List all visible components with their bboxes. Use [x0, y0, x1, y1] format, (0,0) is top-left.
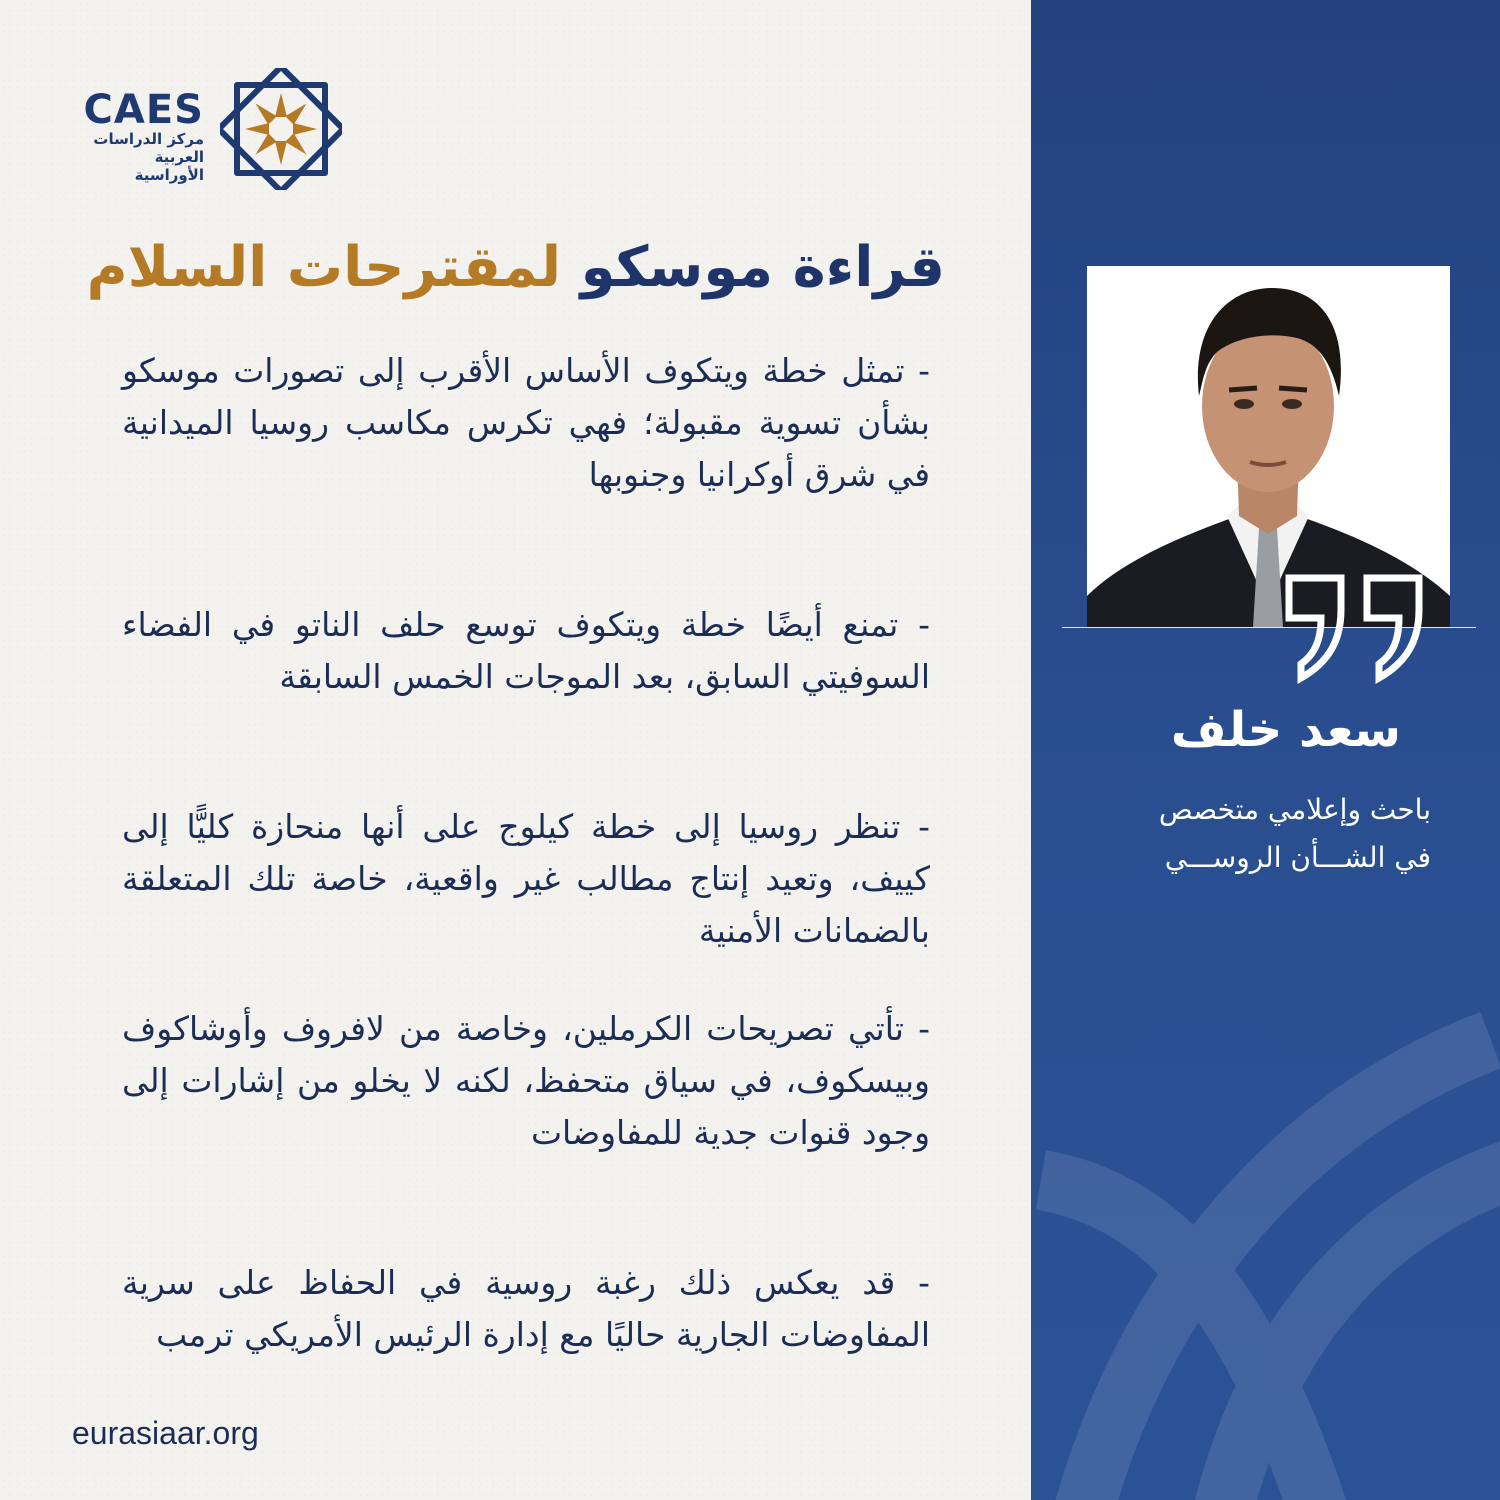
bullet-point: - قد يعكس ذلك رغبة روسية في الحفاظ على سرية المفاوضات الجارية حاليًا مع إدارة الرئيس الأمريكي ترمب: [122, 1263, 930, 1354]
logo-text: [82, 87, 204, 184]
logo-name-line2: العربية الأوراسية: [134, 148, 204, 184]
author-role: [1051, 786, 1431, 882]
bullet-point: - تنظر روسيا إلى خطة كيلوج على أنها منحازة كليًّا إلى كييف، وتعيد إنتاج مطالب غير واقعية، خاصة تلك المتعلقة بالضمانات الأمنية: [122, 807, 930, 950]
quote-marks-icon: [1281, 570, 1431, 685]
author-role-line1: باحث وإعلامي متخصص: [1158, 793, 1431, 826]
watermark-icon: [1031, 880, 1500, 1500]
bullet-point: - تمنع أيضًا خطة ويتكوف توسع حلف الناتو في الفضاء السوفيتي السابق، بعد الموجات الخمس السابقة: [122, 605, 930, 696]
caes-logo: [82, 68, 342, 190]
website-url: eurasiaar.org: [72, 1415, 259, 1451]
page-title: [60, 228, 945, 308]
title-part1: قراءة موسكو: [580, 235, 945, 300]
logo-acronym: CAES: [83, 87, 204, 133]
author-role-line2: في الشـــأن الروســـي: [1164, 841, 1431, 874]
author-panel: [1031, 0, 1500, 1500]
bullet-point: - تأتي تصريحات الكرملين، وخاصة من لافروف وأوشاكوف وبيسكوف، في سياق متحفظ، لكنه لا يخلو من إشارات إلى وجود قنوات جدية للمفاوضات: [122, 1009, 930, 1152]
star-logo-icon: [220, 68, 342, 190]
title-part2: لمقترحات السلام: [86, 235, 562, 300]
logo-name-line1: مركز الدراسات: [93, 130, 204, 148]
bullet-point: - تمثل خطة ويتكوف الأساس الأقرب إلى تصورات موسكو بشأن تسوية مقبولة؛ فهي تكرس مكاسب روسيا الميدانية في شرق أوكرانيا وجنوبها: [122, 351, 930, 494]
author-name: سعد خلف: [1170, 702, 1401, 758]
